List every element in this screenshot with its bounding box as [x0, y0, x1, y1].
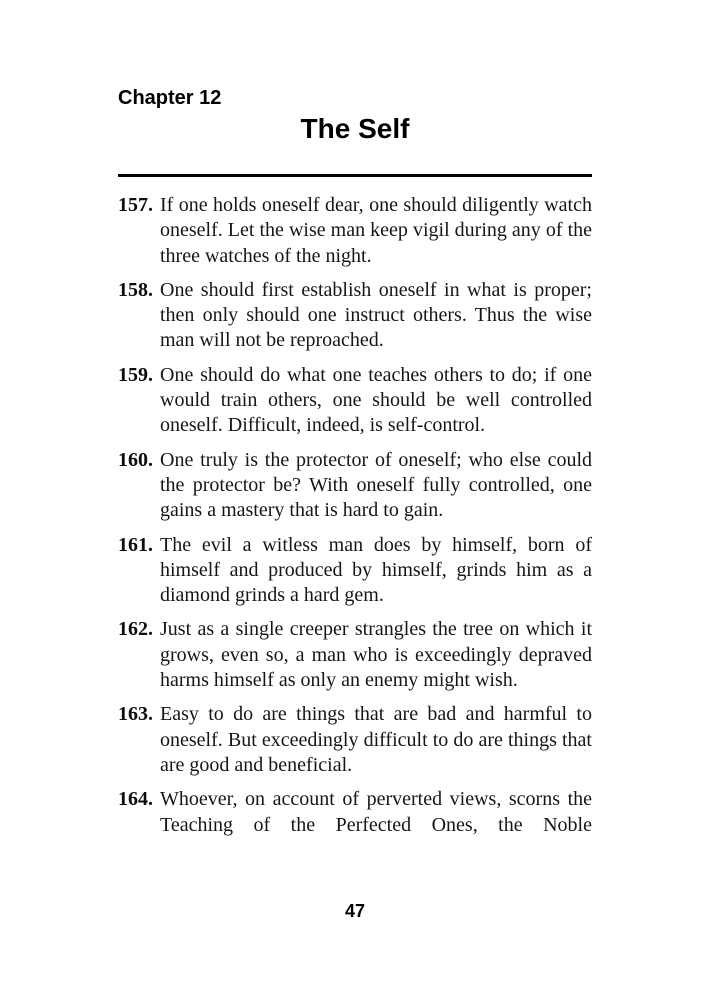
verse-item-164	[118, 787, 592, 838]
verse-number: 159.	[118, 363, 153, 386]
verse-number: 158.	[118, 278, 153, 301]
verse-text: One should first establish oneself in what is proper; then only should one instruct others. Thus the wise man will not be reproached.	[160, 278, 592, 352]
verse-item-160	[118, 448, 592, 524]
verse-item-159	[118, 363, 592, 439]
verse-text: Easy to do are things that are bad and harmful to oneself. But exceedingly difficult to do are things that are good and beneficial.	[160, 703, 592, 776]
verse-item-158	[118, 278, 592, 354]
page-content	[118, 86, 592, 847]
verse-text: If one holds oneself dear, one should diligently watch oneself. Let the wise man keep vigil during any of the three watches of the night.	[160, 194, 592, 267]
verse-item-157	[118, 193, 592, 269]
verse-item-162	[118, 617, 592, 693]
verse-text: Whoever, on account of perverted views, scorns the Teaching of the Perfected Ones, the Noble	[160, 788, 592, 836]
verse-item-161	[118, 533, 592, 609]
page-title: The Self	[300, 113, 410, 144]
verse-number: 162.	[118, 618, 153, 641]
verse-number: 157.	[118, 194, 153, 216]
verse-text: One should do what one teaches others to do; if one would train others, one should be well controlled oneself. Difficult, indeed, is self-control.	[160, 363, 592, 437]
verse-number: 164.	[118, 788, 153, 811]
chapter-label: Chapter 12	[118, 87, 222, 109]
verse-text: The evil a witless man does by himself, born of himself and produced by himself, grinds him as a diamond grinds a hard gem.	[160, 533, 592, 607]
chapter-header	[118, 86, 592, 177]
verse-number: 160.	[118, 448, 153, 471]
verse-item-163	[118, 702, 592, 778]
verse-list	[118, 193, 592, 838]
verse-text: Just as a single creeper strangles the tree on which it grows, even so, a man who is exceedingly depraved harms himself as only an enemy might wish.	[160, 618, 592, 692]
verse-number: 163.	[118, 703, 153, 726]
header-divider	[118, 174, 592, 177]
page-number: 47	[344, 901, 366, 921]
verse-number: 161.	[118, 533, 153, 556]
verse-text: One truly is the protector of oneself; who else could the protector be? With oneself fully controlled, one gains a mastery that is hard to gain.	[160, 448, 592, 522]
